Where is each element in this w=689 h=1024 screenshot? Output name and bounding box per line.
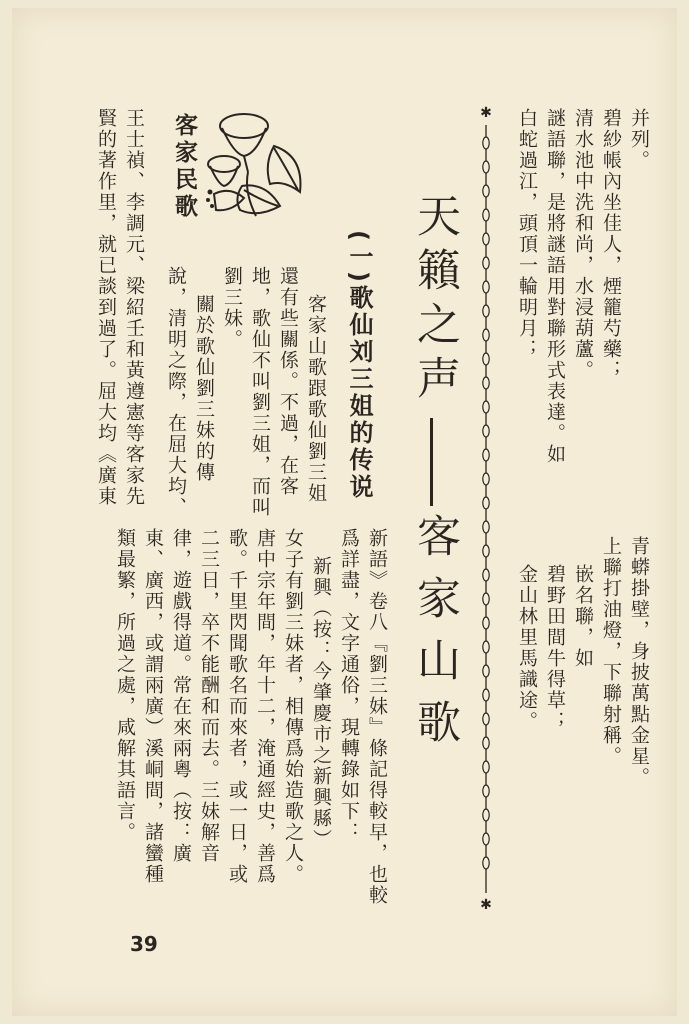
bead-ornament [483, 545, 489, 557]
text-column: 嵌名聯，如 [572, 564, 594, 669]
text-column: 還有些關係。不過，在客 [277, 266, 299, 497]
text-column: 上聯打油燈，下聯射稱。 [600, 536, 622, 767]
text-column: 碧紗帳內坐佳人，煙籠芍藥； [600, 108, 622, 381]
text-column: 爲詳盡，文字通俗，現轉錄如下： [338, 528, 360, 843]
bead-ornament [483, 497, 489, 509]
book-page [12, 8, 677, 1016]
text-column: 白蛇過江，頭頂一輪明月； [516, 108, 538, 360]
text-column: 歌。千里閃聞歌名而來者，或一日，或 [226, 528, 248, 885]
bead-ornament [483, 161, 489, 173]
section-badge: 客家民歌 [171, 113, 197, 221]
bead-ornament [483, 689, 489, 701]
bead-ornament [483, 785, 489, 797]
bead-ornament [483, 857, 489, 869]
text-column: 清水池中洗和尚，水浸葫蘆。 [572, 108, 594, 381]
text-column: 類最繁，所過之處，咸解其語言。 [114, 528, 136, 843]
section-heading: (一)歌仙刘三姐的传说 [345, 230, 373, 501]
bead-ornament [483, 569, 489, 581]
title-dash [430, 418, 433, 506]
text-column: 客家山歌跟歌仙劉三姐 [305, 294, 327, 504]
text-column: 謎語聯，是將謎語用對聯形式表達。如 [544, 108, 566, 465]
text-column: 二三日，卒不能酬和而去。三妹解音 [198, 528, 220, 864]
text-column: 說，清明之際，在屈大均、 [165, 266, 187, 518]
text-column: 東、廣西，或謂兩廣）溪峒間，諸蠻種 [142, 528, 164, 885]
text-column: 地，歌仙不叫劉三姐，而叫 [249, 266, 271, 518]
bead-ornament [483, 713, 489, 725]
text-column: 新語》卷八『劉三妹』條記得較早，也較 [366, 528, 388, 906]
bead-ornament [483, 209, 489, 221]
bead-ornament [483, 305, 489, 317]
bead-ornament [483, 377, 489, 389]
text-column: 碧野田間牛得草； [544, 564, 566, 732]
bead-ornament [483, 353, 489, 365]
ornament-divider [478, 103, 494, 913]
morning-glory-illustration [204, 106, 314, 228]
bead-ornament [483, 833, 489, 845]
text-column: 金山林里馬識途。 [516, 564, 538, 732]
bead-ornament [483, 257, 489, 269]
bead-ornament [483, 761, 489, 773]
bead-ornament [483, 521, 489, 533]
bead-ornament [483, 737, 489, 749]
bead-ornament [483, 473, 489, 485]
bead-ornament [483, 281, 489, 293]
bead-ornament [483, 593, 489, 605]
bead-ornament [483, 233, 489, 245]
bead-ornament [483, 665, 489, 677]
text-column: 新興（按：今肇慶市之新興縣） [310, 556, 332, 850]
text-column: 賢的著作里，就已談到過了。屈大均《廣東 [95, 108, 117, 507]
bead-ornament [483, 809, 489, 821]
bead-ornament [483, 401, 489, 413]
bead-ornament [483, 425, 489, 437]
star-icon: ✱ [480, 105, 492, 121]
page-title: 天籟之声 [409, 193, 460, 409]
bead-ornament [483, 449, 489, 461]
bead-ornament [483, 617, 489, 629]
star-icon: ✱ [480, 897, 492, 913]
text-column: 王士禎、李調元、梁紹壬和黃遵憲等客家先 [123, 108, 145, 507]
bead-ornament [483, 185, 489, 197]
text-column: 唐中宗年間，年十二，淹通經史，善爲 [254, 528, 276, 885]
bead-ornament [483, 329, 489, 341]
bead-ornament [483, 137, 489, 149]
bead-ornament [483, 641, 489, 653]
text-column: 關於歌仙劉三妹的傳 [193, 294, 215, 483]
text-column: 律，遊戲得道。常在來兩粵（按：廣 [170, 528, 192, 864]
page-subtitle: 客家山歌 [409, 513, 460, 761]
page-number: 39 [130, 932, 158, 956]
text-column: 劉三妹。 [221, 266, 243, 350]
text-column: 并列。 [628, 108, 650, 171]
text-column: 青蟒掛壁，身披萬點金星。 [628, 536, 650, 788]
text-column: 女子有劉三妹者，相傳爲始造歌之人。 [282, 528, 304, 885]
